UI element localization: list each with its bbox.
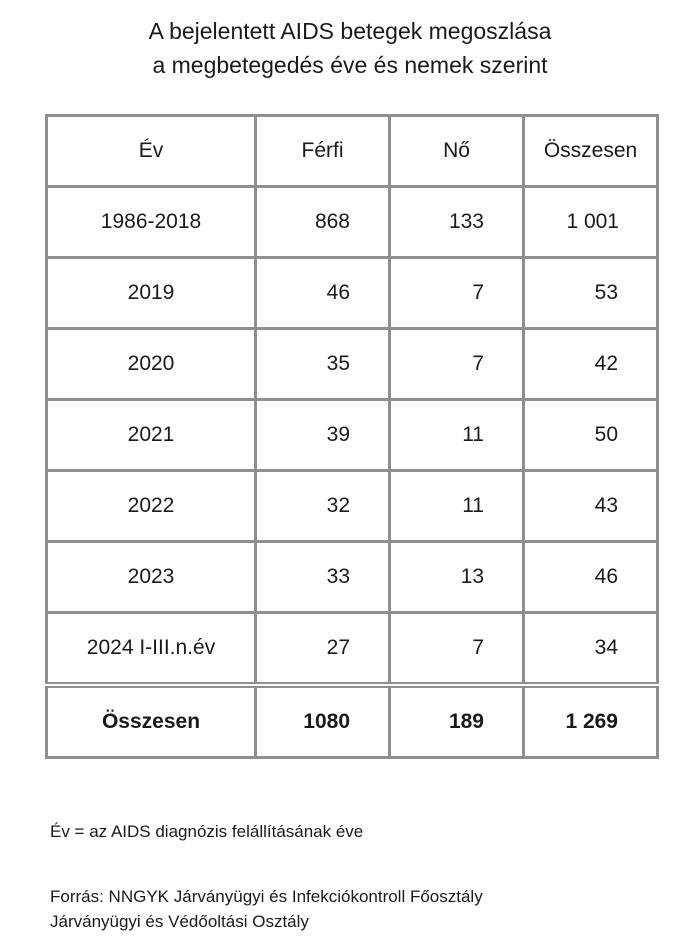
total-female: 189 bbox=[390, 685, 524, 758]
table-row bbox=[47, 613, 658, 686]
cell-year: 2019 bbox=[47, 258, 256, 329]
header-female: Nő bbox=[390, 116, 524, 187]
total-label: Összesen bbox=[47, 685, 256, 758]
cell-female: 11 bbox=[390, 400, 524, 471]
table-row bbox=[47, 187, 658, 258]
cell-year: 2023 bbox=[47, 542, 256, 613]
cell-total: 46 bbox=[524, 542, 658, 613]
title-line-1: A bejelentett AIDS betegek megoszlása bbox=[148, 18, 552, 44]
table-header-row bbox=[47, 116, 658, 187]
cell-male: 33 bbox=[256, 542, 390, 613]
cell-male: 39 bbox=[256, 400, 390, 471]
cell-male: 868 bbox=[256, 187, 390, 258]
cell-female: 11 bbox=[390, 471, 524, 542]
aids-cases-table bbox=[45, 114, 659, 759]
cell-total: 43 bbox=[524, 471, 658, 542]
table-row bbox=[47, 400, 658, 471]
cell-total: 1 001 bbox=[524, 187, 658, 258]
source-note bbox=[50, 884, 483, 934]
cell-total: 42 bbox=[524, 329, 658, 400]
source-line-1: Forrás: NNGYK Járványügyi és Infekciókontroll Főosztály bbox=[50, 887, 483, 906]
title-line-2: a megbetegedés éve és nemek szerint bbox=[152, 52, 548, 78]
footnote: Év = az AIDS diagnózis felállításának éve bbox=[50, 822, 364, 841]
cell-male: 27 bbox=[256, 613, 390, 686]
header-total: Összesen bbox=[524, 116, 658, 187]
cell-total: 53 bbox=[524, 258, 658, 329]
cell-year: 2021 bbox=[47, 400, 256, 471]
table-row bbox=[47, 542, 658, 613]
cell-total: 50 bbox=[524, 400, 658, 471]
header-male: Férfi bbox=[256, 116, 390, 187]
cell-year: 2020 bbox=[47, 329, 256, 400]
cell-male: 32 bbox=[256, 471, 390, 542]
cell-female: 13 bbox=[390, 542, 524, 613]
cell-total: 34 bbox=[524, 613, 658, 686]
source-line-2: Járványügyi és Védőoltási Osztály bbox=[50, 912, 309, 931]
page-title bbox=[0, 14, 700, 82]
cell-male: 35 bbox=[256, 329, 390, 400]
cell-male: 46 bbox=[256, 258, 390, 329]
cell-female: 7 bbox=[390, 329, 524, 400]
header-year: Év bbox=[47, 116, 256, 187]
table-row bbox=[47, 329, 658, 400]
table-row bbox=[47, 471, 658, 542]
total-male: 1080 bbox=[256, 685, 390, 758]
table-row bbox=[47, 258, 658, 329]
cell-female: 7 bbox=[390, 258, 524, 329]
cell-female: 7 bbox=[390, 613, 524, 686]
cell-year: 2022 bbox=[47, 471, 256, 542]
total-all: 1 269 bbox=[524, 685, 658, 758]
cell-year: 1986-2018 bbox=[47, 187, 256, 258]
table-total-row bbox=[47, 685, 658, 758]
cell-year: 2024 I-III.n.év bbox=[47, 613, 256, 686]
cell-female: 133 bbox=[390, 187, 524, 258]
